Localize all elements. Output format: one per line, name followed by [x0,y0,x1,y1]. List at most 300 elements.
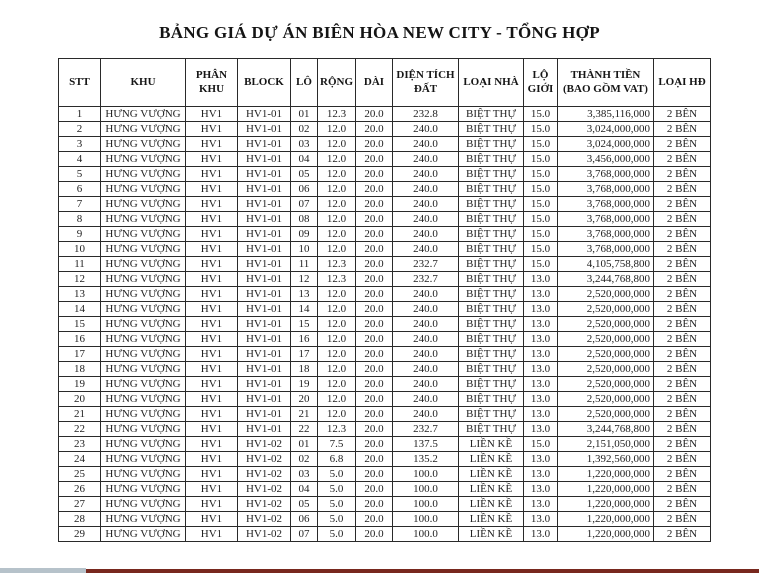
cell-dien_tich_dat: 240.0 [393,302,459,317]
cell-khu: HƯNG VƯỢNG [101,482,186,497]
cell-loai_nha: BIỆT THỰ [459,152,524,167]
cell-lo: 04 [291,482,318,497]
cell-block: HV1-01 [238,257,291,272]
cell-dai: 20.0 [356,107,393,122]
cell-thanh_tien: 3,768,000,000 [558,212,654,227]
cell-loai_hd: 2 BÊN [654,482,711,497]
cell-rong: 12.0 [318,347,356,362]
cell-dai: 20.0 [356,272,393,287]
cell-thanh_tien: 3,768,000,000 [558,167,654,182]
table-row [59,362,711,377]
table-row [59,437,711,452]
cell-lo: 07 [291,527,318,542]
cell-thanh_tien: 2,520,000,000 [558,317,654,332]
table-row [59,377,711,392]
cell-dien_tich_dat: 240.0 [393,392,459,407]
cell-loai_hd: 2 BÊN [654,122,711,137]
cell-rong: 12.0 [318,362,356,377]
cell-stt: 29 [59,527,101,542]
cell-khu: HƯNG VƯỢNG [101,107,186,122]
cell-loai_hd: 2 BÊN [654,512,711,527]
cell-rong: 12.0 [318,152,356,167]
cell-rong: 12.0 [318,137,356,152]
cell-loai_hd: 2 BÊN [654,467,711,482]
cell-thanh_tien: 3,244,768,800 [558,272,654,287]
cell-dien_tich_dat: 240.0 [393,317,459,332]
cell-dien_tich_dat: 135.2 [393,452,459,467]
cell-dai: 20.0 [356,302,393,317]
cell-phan_khu: HV1 [186,212,238,227]
cell-loai_nha: BIỆT THỰ [459,107,524,122]
cell-block: HV1-01 [238,377,291,392]
cell-khu: HƯNG VƯỢNG [101,272,186,287]
cell-dai: 20.0 [356,347,393,362]
cell-lo: 19 [291,377,318,392]
cell-rong: 5.0 [318,512,356,527]
cell-loai_nha: LIỀN KỀ [459,437,524,452]
cell-loai_hd: 2 BÊN [654,377,711,392]
column-header-lo: LÔ [291,59,318,107]
header-row [59,59,711,107]
cell-khu: HƯNG VƯỢNG [101,257,186,272]
cell-loai_hd: 2 BÊN [654,257,711,272]
table-row [59,302,711,317]
cell-khu: HƯNG VƯỢNG [101,422,186,437]
column-header-phan_khu: PHÂN KHU [186,59,238,107]
cell-block: HV1-01 [238,182,291,197]
cell-phan_khu: HV1 [186,242,238,257]
cell-dai: 20.0 [356,167,393,182]
cell-khu: HƯNG VƯỢNG [101,467,186,482]
cell-khu: HƯNG VƯỢNG [101,452,186,467]
cell-loai_hd: 2 BÊN [654,497,711,512]
cell-khu: HƯNG VƯỢNG [101,197,186,212]
cell-lo: 07 [291,197,318,212]
cell-stt: 25 [59,467,101,482]
cell-phan_khu: HV1 [186,497,238,512]
cell-block: HV1-02 [238,437,291,452]
cell-khu: HƯNG VƯỢNG [101,152,186,167]
cell-stt: 14 [59,302,101,317]
table-row [59,287,711,302]
cell-stt: 9 [59,227,101,242]
cell-block: HV1-02 [238,527,291,542]
table-row [59,347,711,362]
cell-khu: HƯNG VƯỢNG [101,392,186,407]
cell-loai_hd: 2 BÊN [654,212,711,227]
cell-phan_khu: HV1 [186,512,238,527]
table-body [59,107,711,542]
cell-stt: 2 [59,122,101,137]
cell-dai: 20.0 [356,407,393,422]
cell-rong: 12.0 [318,212,356,227]
cell-rong: 12.0 [318,242,356,257]
cell-lo: 06 [291,182,318,197]
cell-dien_tich_dat: 240.0 [393,122,459,137]
cell-dai: 20.0 [356,452,393,467]
cell-khu: HƯNG VƯỢNG [101,497,186,512]
cell-dai: 20.0 [356,212,393,227]
cell-dai: 20.0 [356,512,393,527]
cell-dai: 20.0 [356,527,393,542]
cell-loai_hd: 2 BÊN [654,422,711,437]
cell-thanh_tien: 3,244,768,800 [558,422,654,437]
cell-loai_nha: LIỀN KỀ [459,452,524,467]
cell-lo_gioi: 15.0 [524,227,558,242]
cell-lo_gioi: 13.0 [524,272,558,287]
table-row [59,452,711,467]
cell-dien_tich_dat: 100.0 [393,527,459,542]
cell-stt: 15 [59,317,101,332]
cell-rong: 12.0 [318,197,356,212]
cell-block: HV1-01 [238,287,291,302]
cell-lo: 08 [291,212,318,227]
table-row [59,212,711,227]
cell-loai_hd: 2 BÊN [654,182,711,197]
cell-rong: 5.0 [318,482,356,497]
cell-khu: HƯNG VƯỢNG [101,227,186,242]
cell-loai_hd: 2 BÊN [654,407,711,422]
cell-loai_hd: 2 BÊN [654,197,711,212]
cell-lo: 09 [291,227,318,242]
cell-lo: 17 [291,347,318,362]
cell-loai_nha: BIỆT THỰ [459,287,524,302]
cell-dien_tich_dat: 232.8 [393,107,459,122]
cell-dai: 20.0 [356,437,393,452]
table-row [59,482,711,497]
cell-stt: 6 [59,182,101,197]
cell-lo_gioi: 15.0 [524,122,558,137]
column-header-dai: DÀI [356,59,393,107]
cell-dai: 20.0 [356,182,393,197]
cell-loai_hd: 2 BÊN [654,167,711,182]
column-header-thanh_tien: THÀNH TIỀN (BAO GỒM VAT) [558,59,654,107]
cell-lo_gioi: 13.0 [524,392,558,407]
cell-rong: 12.3 [318,107,356,122]
cell-khu: HƯNG VƯỢNG [101,182,186,197]
cell-block: HV1-01 [238,167,291,182]
cell-loai_nha: BIỆT THỰ [459,377,524,392]
cell-block: HV1-01 [238,347,291,362]
cell-lo_gioi: 13.0 [524,407,558,422]
cell-dai: 20.0 [356,242,393,257]
cell-dien_tich_dat: 100.0 [393,467,459,482]
table-row [59,512,711,527]
cell-loai_nha: BIỆT THỰ [459,182,524,197]
cell-khu: HƯNG VƯỢNG [101,167,186,182]
table-row [59,257,711,272]
cell-khu: HƯNG VƯỢNG [101,302,186,317]
cell-rong: 12.0 [318,407,356,422]
cell-stt: 19 [59,377,101,392]
cell-phan_khu: HV1 [186,272,238,287]
cell-dien_tich_dat: 240.0 [393,137,459,152]
cell-block: HV1-01 [238,212,291,227]
cell-thanh_tien: 3,768,000,000 [558,197,654,212]
cell-lo: 01 [291,107,318,122]
cell-stt: 5 [59,167,101,182]
table-row [59,167,711,182]
cell-khu: HƯNG VƯỢNG [101,377,186,392]
cell-dai: 20.0 [356,257,393,272]
cell-thanh_tien: 2,520,000,000 [558,347,654,362]
cell-rong: 12.3 [318,422,356,437]
cell-dai: 20.0 [356,227,393,242]
cell-loai_nha: BIỆT THỰ [459,362,524,377]
cell-dien_tich_dat: 240.0 [393,287,459,302]
cell-khu: HƯNG VƯỢNG [101,122,186,137]
cell-lo_gioi: 15.0 [524,107,558,122]
cell-dai: 20.0 [356,377,393,392]
cell-loai_hd: 2 BÊN [654,137,711,152]
cell-rong: 12.3 [318,272,356,287]
cell-thanh_tien: 2,520,000,000 [558,287,654,302]
cell-block: HV1-01 [238,152,291,167]
table-row [59,137,711,152]
table-row [59,152,711,167]
cell-thanh_tien: 3,768,000,000 [558,227,654,242]
cell-loai_nha: BIỆT THỰ [459,137,524,152]
cell-loai_hd: 2 BÊN [654,437,711,452]
column-header-block: BLOCK [238,59,291,107]
cell-loai_nha: BIỆT THỰ [459,227,524,242]
cell-phan_khu: HV1 [186,392,238,407]
cell-loai_hd: 2 BÊN [654,242,711,257]
cell-lo: 13 [291,287,318,302]
table-row [59,407,711,422]
cell-block: HV1-01 [238,392,291,407]
cell-stt: 1 [59,107,101,122]
cell-khu: HƯNG VƯỢNG [101,332,186,347]
cell-loai_hd: 2 BÊN [654,272,711,287]
cell-block: HV1-01 [238,332,291,347]
cell-lo_gioi: 13.0 [524,497,558,512]
cell-lo: 22 [291,422,318,437]
cell-loai_hd: 2 BÊN [654,152,711,167]
cell-stt: 7 [59,197,101,212]
cell-loai_nha: BIỆT THỰ [459,332,524,347]
cell-lo: 21 [291,407,318,422]
cell-thanh_tien: 3,385,116,000 [558,107,654,122]
cell-dien_tich_dat: 137.5 [393,437,459,452]
cell-dai: 20.0 [356,137,393,152]
table-row [59,272,711,287]
table-row [59,242,711,257]
cell-loai_hd: 2 BÊN [654,227,711,242]
cell-khu: HƯNG VƯỢNG [101,242,186,257]
cell-block: HV1-02 [238,482,291,497]
cell-lo: 01 [291,437,318,452]
cell-lo: 20 [291,392,318,407]
cell-dien_tich_dat: 100.0 [393,512,459,527]
cell-phan_khu: HV1 [186,137,238,152]
cell-thanh_tien: 4,105,758,800 [558,257,654,272]
cell-lo_gioi: 15.0 [524,137,558,152]
cell-loai_hd: 2 BÊN [654,392,711,407]
cell-thanh_tien: 1,220,000,000 [558,467,654,482]
cell-lo_gioi: 15.0 [524,182,558,197]
cell-lo: 10 [291,242,318,257]
column-header-lo_gioi: LỘ GIỚI [524,59,558,107]
cell-phan_khu: HV1 [186,227,238,242]
cell-dien_tich_dat: 232.7 [393,422,459,437]
cell-block: HV1-02 [238,467,291,482]
cell-stt: 8 [59,212,101,227]
cell-rong: 12.0 [318,167,356,182]
cell-phan_khu: HV1 [186,467,238,482]
cell-dien_tich_dat: 240.0 [393,362,459,377]
cell-stt: 28 [59,512,101,527]
cell-lo: 11 [291,257,318,272]
table-row [59,182,711,197]
table-row [59,422,711,437]
cell-rong: 5.0 [318,467,356,482]
cell-dien_tich_dat: 240.0 [393,197,459,212]
cell-lo_gioi: 15.0 [524,242,558,257]
price-table [58,58,711,542]
cell-loai_nha: BIỆT THỰ [459,167,524,182]
cell-dien_tich_dat: 100.0 [393,497,459,512]
cell-block: HV1-01 [238,407,291,422]
cell-lo: 04 [291,152,318,167]
cell-loai_hd: 2 BÊN [654,362,711,377]
cell-block: HV1-01 [238,362,291,377]
cell-phan_khu: HV1 [186,482,238,497]
cell-thanh_tien: 1,392,560,000 [558,452,654,467]
cell-stt: 26 [59,482,101,497]
table-row [59,122,711,137]
cell-block: HV1-02 [238,452,291,467]
cell-loai_hd: 2 BÊN [654,527,711,542]
cell-phan_khu: HV1 [186,302,238,317]
cell-loai_hd: 2 BÊN [654,317,711,332]
cell-phan_khu: HV1 [186,317,238,332]
table-row [59,317,711,332]
table-row [59,467,711,482]
cell-rong: 12.0 [318,227,356,242]
cell-lo: 02 [291,122,318,137]
cell-lo_gioi: 15.0 [524,212,558,227]
cell-thanh_tien: 2,520,000,000 [558,407,654,422]
cell-lo: 12 [291,272,318,287]
cell-loai_hd: 2 BÊN [654,107,711,122]
cell-loai_nha: BIỆT THỰ [459,347,524,362]
cell-block: HV1-01 [238,122,291,137]
cell-rong: 6.8 [318,452,356,467]
column-header-rong: RỘNG [318,59,356,107]
cell-rong: 12.0 [318,332,356,347]
column-header-khu: KHU [101,59,186,107]
cell-dai: 20.0 [356,482,393,497]
cell-loai_hd: 2 BÊN [654,347,711,362]
cell-dai: 20.0 [356,122,393,137]
cell-phan_khu: HV1 [186,287,238,302]
column-header-dien_tich_dat: DIỆN TÍCH ĐẤT [393,59,459,107]
cell-rong: 5.0 [318,497,356,512]
cell-dien_tich_dat: 240.0 [393,182,459,197]
cell-dai: 20.0 [356,317,393,332]
cell-lo_gioi: 13.0 [524,452,558,467]
cell-loai_hd: 2 BÊN [654,332,711,347]
cell-loai_nha: BIỆT THỰ [459,272,524,287]
cell-thanh_tien: 3,024,000,000 [558,122,654,137]
cell-dai: 20.0 [356,152,393,167]
cell-dien_tich_dat: 240.0 [393,152,459,167]
table-row [59,197,711,212]
cell-lo_gioi: 13.0 [524,527,558,542]
cell-khu: HƯNG VƯỢNG [101,347,186,362]
cell-block: HV1-01 [238,272,291,287]
cell-khu: HƯNG VƯỢNG [101,137,186,152]
cell-block: HV1-01 [238,107,291,122]
cell-dai: 20.0 [356,362,393,377]
cell-thanh_tien: 2,520,000,000 [558,392,654,407]
cell-lo: 15 [291,317,318,332]
cell-phan_khu: HV1 [186,152,238,167]
cell-loai_nha: BIỆT THỰ [459,302,524,317]
cell-dien_tich_dat: 240.0 [393,332,459,347]
cell-rong: 12.0 [318,287,356,302]
cell-rong: 7.5 [318,437,356,452]
cell-lo: 16 [291,332,318,347]
strip-red-segment [86,569,759,573]
cell-lo_gioi: 13.0 [524,422,558,437]
cell-thanh_tien: 1,220,000,000 [558,527,654,542]
cell-rong: 12.0 [318,392,356,407]
cell-rong: 12.0 [318,182,356,197]
cell-khu: HƯNG VƯỢNG [101,317,186,332]
cell-stt: 17 [59,347,101,362]
cell-thanh_tien: 2,520,000,000 [558,377,654,392]
cell-lo_gioi: 13.0 [524,287,558,302]
cell-dai: 20.0 [356,197,393,212]
cell-loai_nha: BIỆT THỰ [459,242,524,257]
cell-block: HV1-01 [238,317,291,332]
cell-stt: 13 [59,287,101,302]
cell-thanh_tien: 3,024,000,000 [558,137,654,152]
cell-lo_gioi: 13.0 [524,362,558,377]
cell-dien_tich_dat: 100.0 [393,482,459,497]
cell-lo: 03 [291,137,318,152]
cell-lo_gioi: 13.0 [524,377,558,392]
cell-khu: HƯNG VƯỢNG [101,407,186,422]
cell-phan_khu: HV1 [186,257,238,272]
cell-loai_hd: 2 BÊN [654,287,711,302]
cell-phan_khu: HV1 [186,332,238,347]
cell-khu: HƯNG VƯỢNG [101,362,186,377]
cell-stt: 20 [59,392,101,407]
cell-block: HV1-01 [238,197,291,212]
cell-phan_khu: HV1 [186,407,238,422]
table-row [59,332,711,347]
cell-stt: 18 [59,362,101,377]
cell-dien_tich_dat: 232.7 [393,272,459,287]
strip-gray-segment [0,568,86,573]
cell-lo: 05 [291,167,318,182]
cell-khu: HƯNG VƯỢNG [101,287,186,302]
cell-lo: 18 [291,362,318,377]
cell-rong: 12.0 [318,317,356,332]
cell-stt: 16 [59,332,101,347]
cell-block: HV1-01 [238,227,291,242]
cell-khu: HƯNG VƯỢNG [101,527,186,542]
cell-stt: 23 [59,437,101,452]
cell-lo_gioi: 15.0 [524,257,558,272]
cell-lo_gioi: 15.0 [524,152,558,167]
cell-dien_tich_dat: 240.0 [393,407,459,422]
cell-loai_nha: LIỀN KỀ [459,512,524,527]
cell-stt: 10 [59,242,101,257]
